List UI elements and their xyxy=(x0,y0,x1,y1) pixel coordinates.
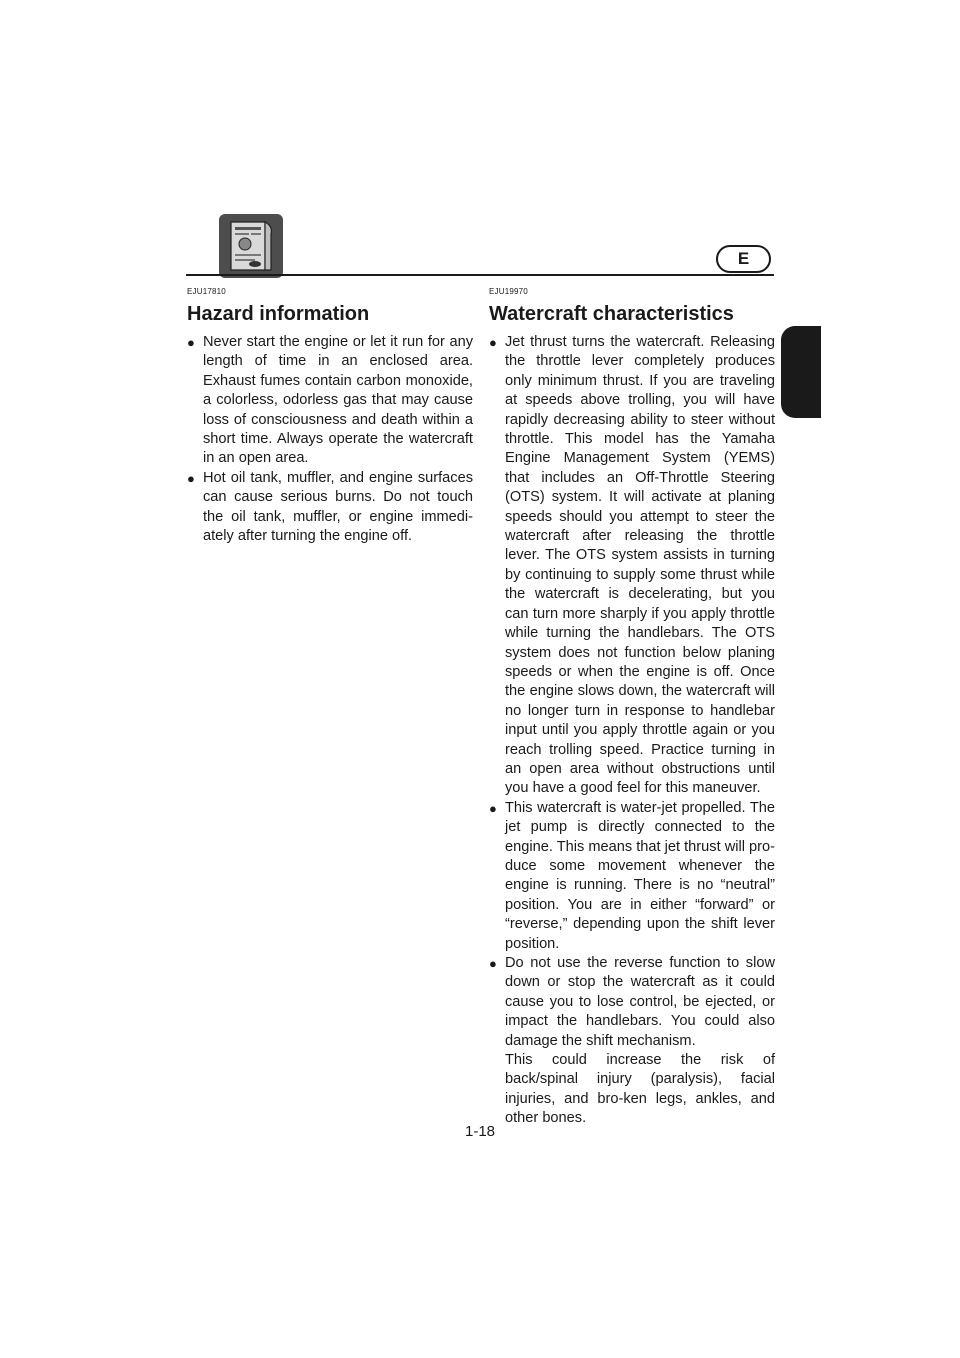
bullet-icon: ● xyxy=(489,956,497,971)
bullet-item xyxy=(187,333,473,469)
bullet-icon: ● xyxy=(187,470,195,486)
bullet-item xyxy=(489,799,775,954)
continuation-text: This could increase the risk of back/spinal injury (paralysis), facial injuries, and bro-ken legs, ankles, and other bones. xyxy=(505,1052,775,1127)
manual-book-icon xyxy=(219,214,283,278)
bullet-item xyxy=(489,954,775,1129)
section-code: EJU19970 xyxy=(489,287,528,296)
section-title: Watercraft characteristics xyxy=(489,303,734,325)
bullet-text: Do not use the reverse function to slow down or stop the watercraft as it could cause you to lose control, be ejected, or impact the handlebars. You could also damage the shift mechanism. xyxy=(505,955,775,1049)
bullet-text: Never start the engine or let it run for any length of time in an enclosed area. Exhaust fumes contain carbon monoxide, a colorless, odorless gas that may cause loss of consciousness and death within a short time. Always operate the watercraft in an open area. xyxy=(203,334,473,467)
header-rule xyxy=(186,274,774,276)
bullet-icon: ● xyxy=(489,800,497,816)
bullet-item xyxy=(187,469,473,547)
bullet-icon: ● xyxy=(489,335,497,350)
page-number: 1-18 xyxy=(464,1123,496,1140)
bullet-text: Hot oil tank, muffler, and engine surfaces can cause serious burns. Do not touch the oil tank, muffler, or engine immedi-ately after turning the engine off. xyxy=(203,469,473,545)
bullet-text: This watercraft is water-jet propelled. The jet pump is directly connected to the engine. This means that jet thrust will pro-duce some movement whenever the engine is running. There is no “neutral” position. You are in either “forward” or “reverse,” depending upon the shift lever position. xyxy=(505,799,775,952)
characteristics-section xyxy=(489,286,775,1129)
chapter-tab xyxy=(781,326,821,418)
bullet-item xyxy=(489,333,775,799)
section-code: EJU17810 xyxy=(187,287,226,296)
bullet-text: Jet thrust turns the watercraft. Releasing the throttle lever completely produces only minimum thrust. If you are traveling at speeds above trolling, you will have rapidly decreasing ability to steer without throttle. This model has the Yamaha Engine Management System (YEMS) that includes an Off-Throttle Steering (OTS) system. It will activate at planing speeds should you attempt to steer the watercraft after releasing the throttle lever. The OTS system assists in turning by continuing to supply some thrust while the watercraft is decelerating, but you can turn more sharply if you apply throttle while turning the handlebars. The OTS system does not function below planing speeds or when the engine is off. Once the engine slows down, the watercraft will no longer turn in response to handlebar input until you apply throttle again or you reach trolling speed. Practice turning in an open area without obstructions until you have a good feel for this maneuver. xyxy=(505,334,775,797)
language-badge: E xyxy=(716,245,771,273)
section-title: Hazard information xyxy=(187,303,370,325)
hazard-section xyxy=(187,286,473,546)
bullet-icon: ● xyxy=(187,335,195,350)
